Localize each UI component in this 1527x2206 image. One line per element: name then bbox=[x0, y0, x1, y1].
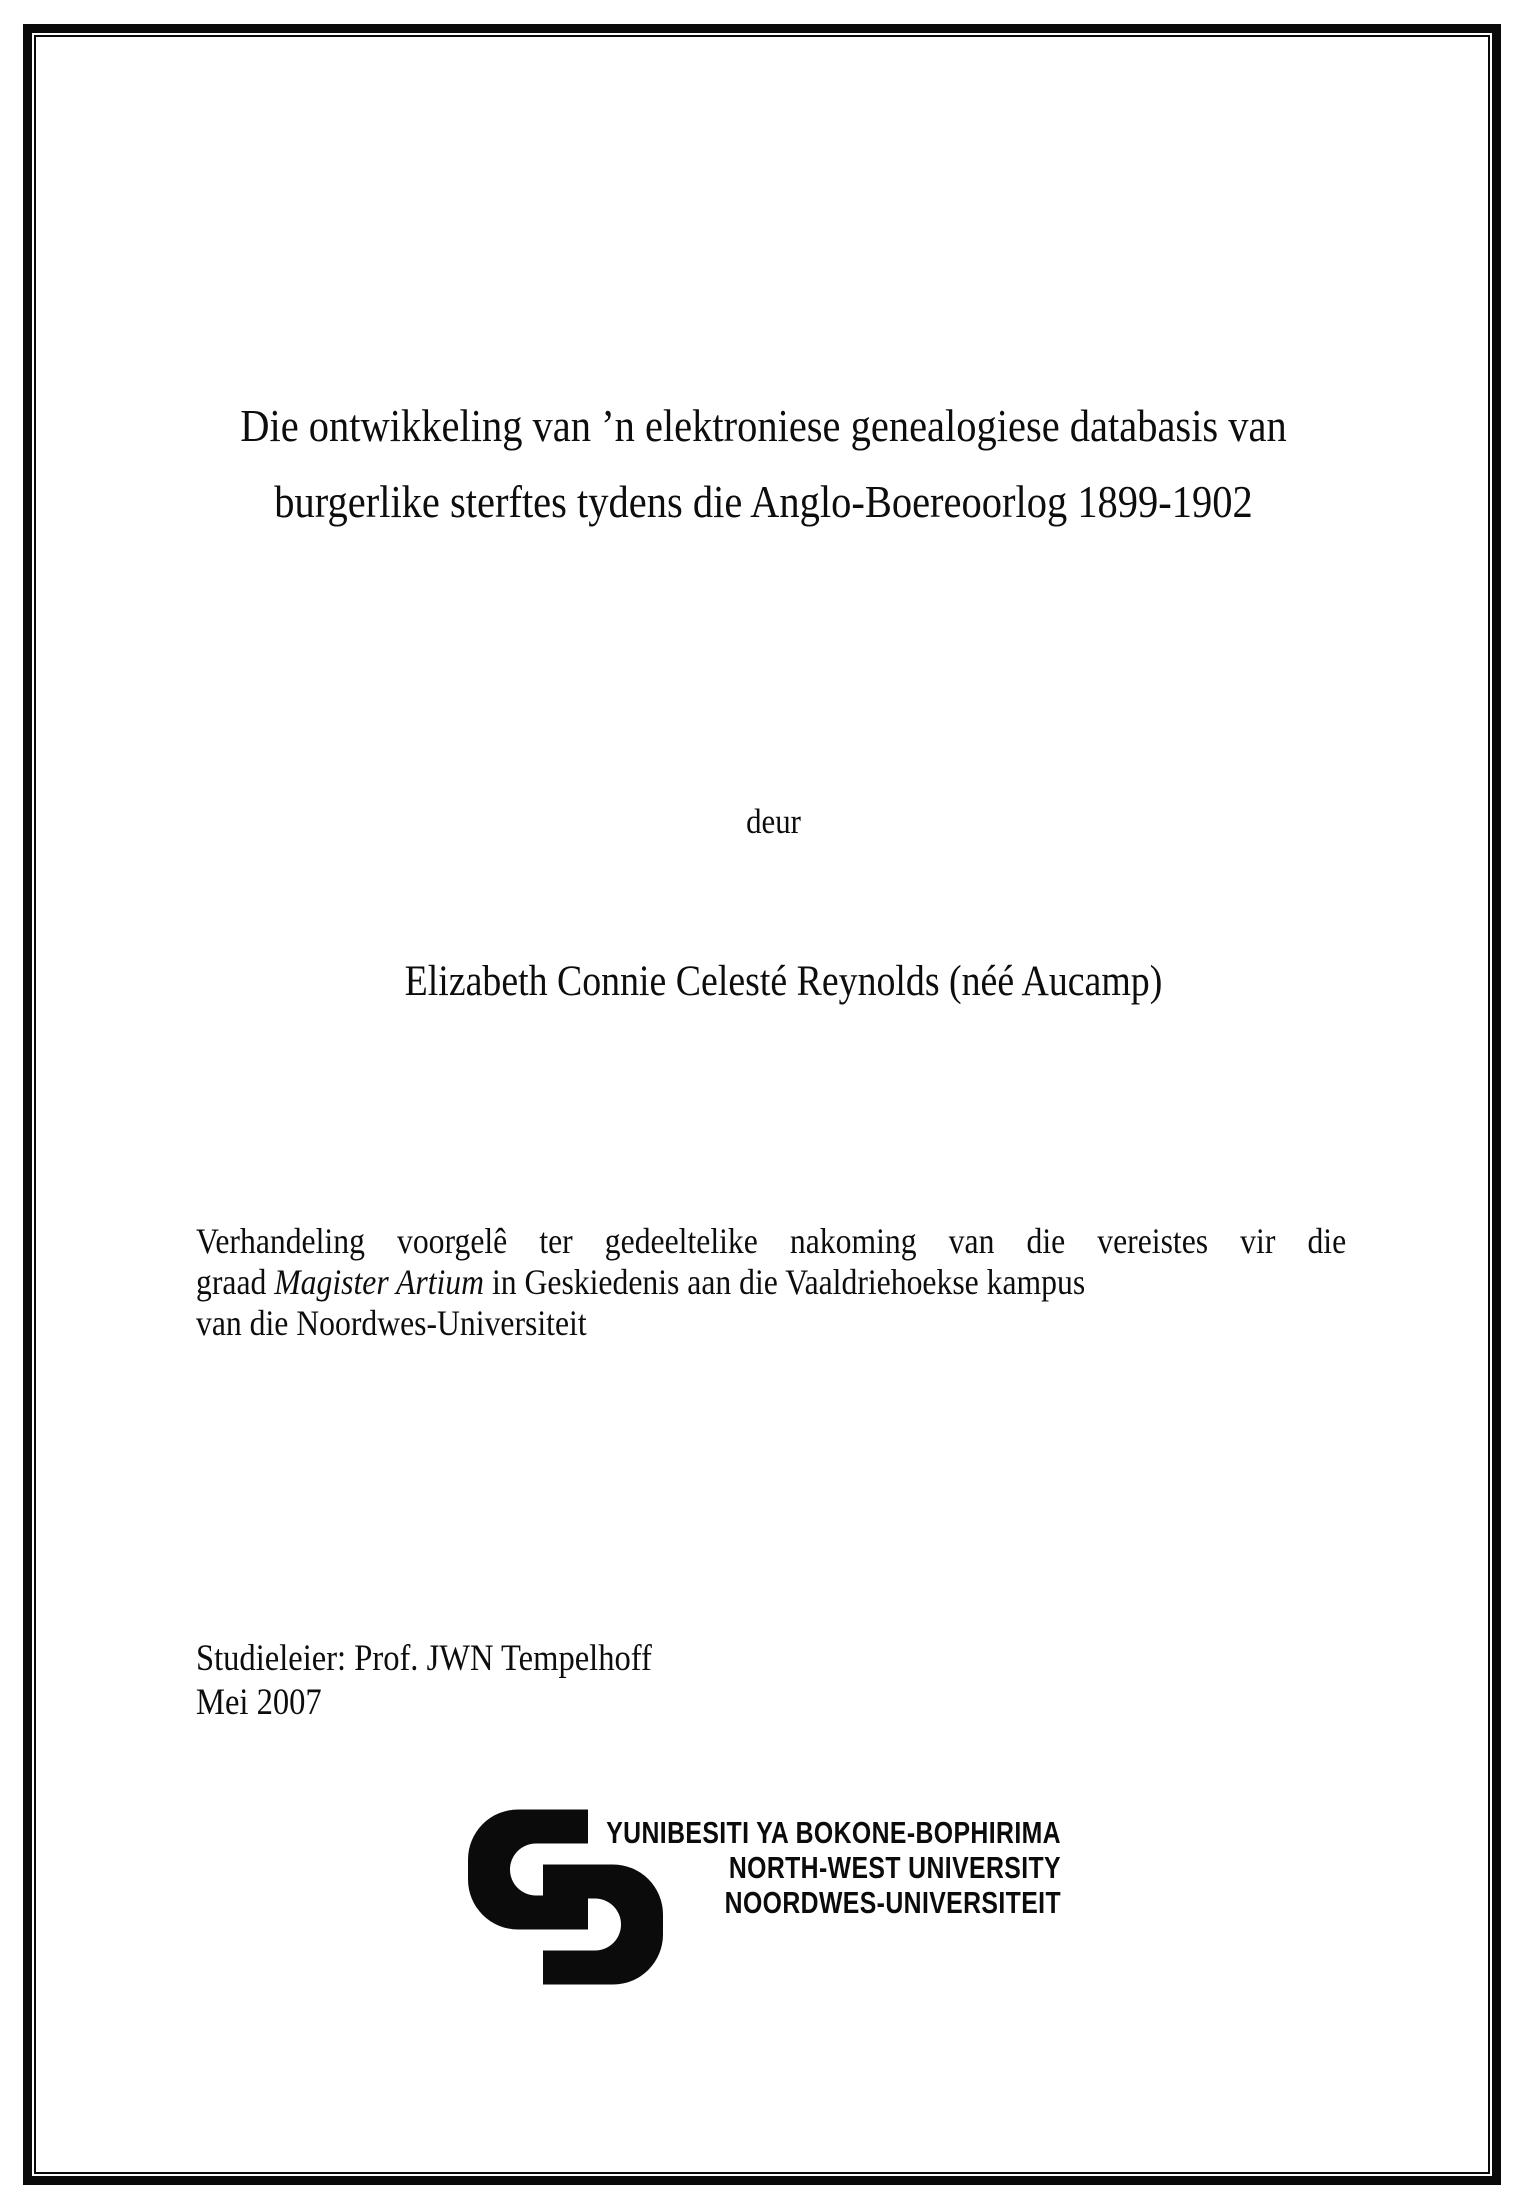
degree-name-italic: Magister Artium bbox=[274, 1262, 485, 1302]
university-name-english: NORTH-WEST UNIVERSITY bbox=[728, 1850, 1061, 1885]
byline: deur bbox=[746, 802, 801, 841]
author-name: Elizabeth Connie Celesté Reynolds (néé Aucamp) bbox=[404, 958, 1163, 1005]
thesis-title-line-2: burgerlike sterftes tydens die Anglo-Boereoorlog 1899-1902 bbox=[274, 476, 1253, 527]
degree-statement-line-3: van die Noordwes-Universiteit bbox=[196, 1303, 587, 1343]
degree-statement-line-1: Verhandeling voorgelê ter gedeeltelike nakoming van die vereistes vir die bbox=[196, 1221, 1347, 1261]
degree-statement-line-2-pre: graad bbox=[196, 1262, 275, 1302]
degree-statement-line-2 bbox=[196, 1262, 1346, 1303]
university-logo-text bbox=[549, 1815, 1061, 1920]
degree-statement bbox=[196, 1221, 1346, 1344]
university-name-setswana: YUNIBESITI YA BOKONE-BOPHIRIMA bbox=[606, 1815, 1061, 1850]
thesis-title bbox=[92, 388, 1436, 540]
university-name-afrikaans: NOORDWES-UNIVERSITEIT bbox=[724, 1885, 1061, 1920]
supervisor-block bbox=[196, 1637, 652, 1725]
date-line: Mei 2007 bbox=[196, 1682, 322, 1723]
thesis-title-line-1: Die ontwikkeling van ’n elektroniese genealogiese databasis van bbox=[240, 400, 1287, 451]
degree-statement-line-2-post: in Geskiedenis aan die Vaaldriehoekse kampus bbox=[484, 1262, 1086, 1302]
supervisor-line: Studieleier: Prof. JWN Tempelhoff bbox=[196, 1638, 652, 1679]
